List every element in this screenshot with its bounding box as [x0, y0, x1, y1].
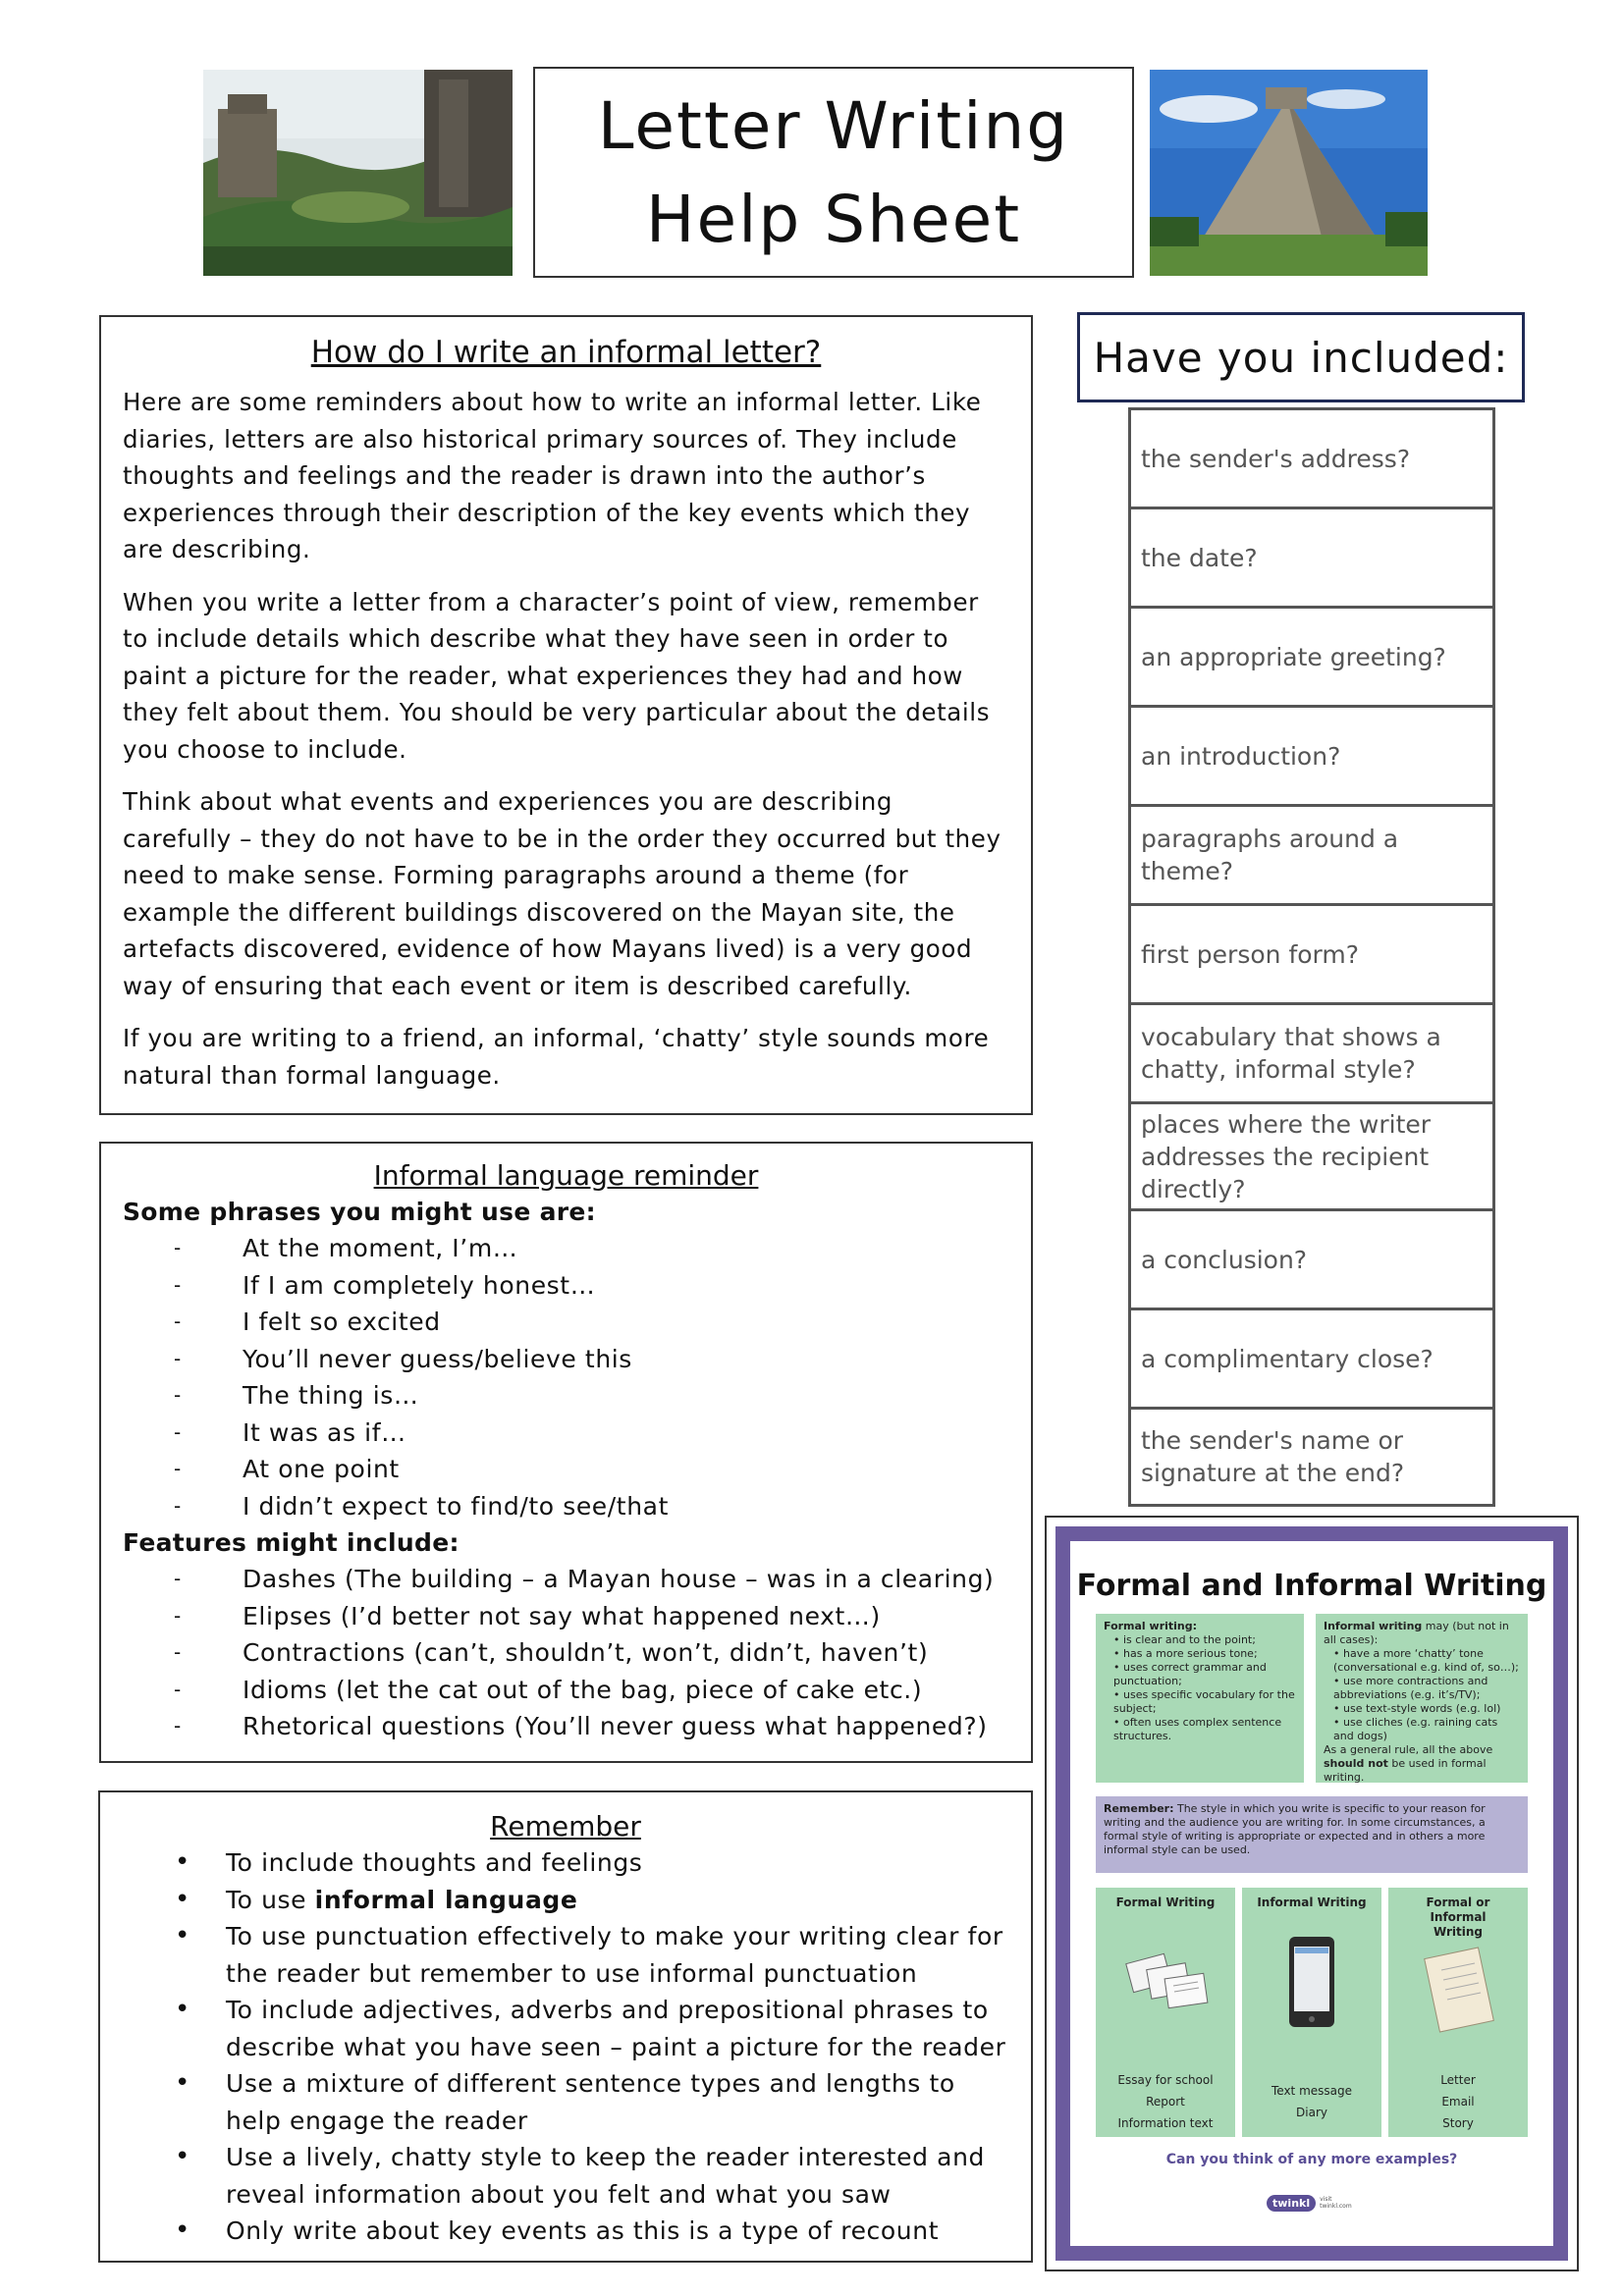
item-bold-text: informal language — [314, 1885, 578, 1914]
column-heading: Informal Writing — [1257, 1896, 1367, 1909]
poster-remember-text: The style in which you write is specific to your reason for writing and the audience you are writing for. In some circumstances, a formal style of writing is appropriate or expected and in others a more informal style can be used. — [1104, 1802, 1486, 1856]
item-text: Use a mixture of different sentence types and lengths to help engage the reader — [226, 2069, 955, 2135]
logo-sub: visit twinkl.com — [1320, 2196, 1352, 2210]
list-item: - You’ll never guess/believe this — [123, 1341, 1009, 1378]
list-item — [108, 2213, 1023, 2250]
informal-letter-paragraph: Here are some reminders about how to write an informal letter. Like diaries, letters are also historical primary sources of. They include thoughts and feelings and the reader is drawn into the author’s experiences through their description of the key events which they are describing. — [123, 388, 982, 563]
column-example: Information text — [1117, 2116, 1214, 2130]
informal-letter-paragraph: When you write a letter from a character’s point of view, remember to include details which describe what they have seen in order to paint a picture for the reader, what experiences they had and how they felt about them. You should be very particular about the details you choose to include. — [123, 587, 991, 764]
language-reminder-title: Informal language reminder — [373, 1159, 759, 1192]
formal-or-informal-examples-panel — [1388, 1888, 1528, 2137]
features-list — [123, 1561, 1009, 1745]
checklist-row: the date? — [1131, 507, 1492, 606]
informal-letter-box — [99, 315, 1033, 1115]
formal-examples-panel — [1096, 1888, 1235, 2137]
formal-point: • uses correct grammar and punctuation; — [1113, 1661, 1267, 1687]
list-item — [108, 2139, 1023, 2213]
item-text: To include adjectives, adverbs and prepositional phrases to describe what you have seen – paint a picture for the reader — [226, 1996, 1006, 2061]
poster-remember-label: Remember: — [1104, 1802, 1174, 1815]
item-text: To include thoughts and feelings — [226, 1848, 643, 1877]
list-item: - If I am completely honest… — [123, 1267, 1009, 1305]
checklist-row: a conclusion? — [1131, 1208, 1492, 1308]
item-text: Use a lively, chatty style to keep the reader interested and reveal information about you felt and what you saw — [226, 2143, 985, 2209]
list-item — [108, 1992, 1023, 2065]
poster-title: Formal and Informal Writing — [1076, 1569, 1547, 1603]
poster — [1070, 1541, 1553, 2246]
informal-letter-paragraph: If you are writing to a friend, an informal, ‘chatty’ style sounds more natural than formal language. — [123, 1024, 990, 1090]
poster-remember-panel — [1096, 1796, 1528, 1873]
informal-point: • use cliches (e.g. raining cats and dogs) — [1333, 1716, 1498, 1742]
checklist-table — [1128, 407, 1495, 1507]
list-item: - At one point — [123, 1451, 1009, 1488]
informal-point: • use text-style words (e.g. lol) — [1333, 1702, 1501, 1715]
title-line-1: Letter Writing — [597, 87, 1070, 164]
column-example: Letter — [1440, 2073, 1476, 2087]
list-item: - I didn’t expect to find/to see/that — [123, 1488, 1009, 1525]
checklist-row: an appropriate greeting? — [1131, 606, 1492, 705]
title-line-2: Help Sheet — [645, 181, 1022, 257]
checklist-row: the sender's name or signature at the end? — [1131, 1407, 1492, 1507]
language-reminder-box — [99, 1142, 1033, 1763]
column-heading: Formal or Informal Writing — [1426, 1896, 1490, 1939]
list-item: - I felt so excited — [123, 1304, 1009, 1341]
informal-examples-panel — [1242, 1888, 1381, 2137]
checklist-row: a complimentary close? — [1131, 1308, 1492, 1407]
column-example: Text message — [1271, 2084, 1352, 2098]
column-heading: Formal Writing — [1115, 1896, 1216, 1909]
poster-question: Can you think of any more examples? — [1165, 2152, 1458, 2167]
formal-heading: Formal writing: — [1104, 1620, 1198, 1632]
checklist-row: an introduction? — [1131, 705, 1492, 804]
title-box — [533, 67, 1134, 278]
phrases-list — [123, 1230, 1009, 1524]
documents-icon — [1119, 1947, 1212, 2015]
phrases-heading: Some phrases you might use are: — [123, 1198, 596, 1226]
list-item — [108, 1844, 1023, 1882]
mobile-phone-icon — [1287, 1935, 1336, 2029]
item-text: To use punctuation effectively to make your writing clear for the reader but remember to use informal punctuation — [226, 1922, 1003, 1988]
formal-point: • uses specific vocabulary for the subject; — [1113, 1688, 1295, 1715]
list-item: - Dashes (The building – a Mayan house – was in a clearing) — [123, 1561, 1009, 1598]
list-item: - Rhetorical questions (You’ll never guess what happened?) — [123, 1708, 1009, 1745]
remember-title: Remember — [490, 1810, 641, 1842]
checklist-row: the sender's address? — [1131, 407, 1492, 507]
column-example: Report — [1146, 2095, 1185, 2109]
list-item — [108, 1882, 1023, 1919]
features-heading: Features might include: — [123, 1528, 460, 1557]
remember-list — [108, 1844, 1023, 2250]
checklist-heading: Have you included: — [1077, 312, 1525, 402]
column-example: Email — [1441, 2095, 1475, 2109]
informal-intro: may (but not in all cases): — [1324, 1620, 1509, 1646]
formal-writing-panel — [1096, 1614, 1304, 1783]
checklist-row: places where the writer addresses the recipient directly? — [1131, 1101, 1492, 1208]
informal-writing-panel — [1316, 1614, 1528, 1783]
checklist-row: first person form? — [1131, 903, 1492, 1002]
list-item: - It was as if… — [123, 1415, 1009, 1452]
informal-point: • use more contractions and abbreviations (e.g. it’s/TV); — [1333, 1675, 1488, 1701]
informal-letter-paragraph: Think about what events and experiences you are describing carefully – they do not have to be in the order they occurred but they need to make sense. Forming paragraphs around a theme (for example the different buildings discovered on the Mayan site, the artefacts discovered, evidence of how Mayans lived) is a very good way of ensuring that each event or item is described carefully. — [123, 787, 1001, 1000]
list-item: - The thing is… — [123, 1377, 1009, 1415]
item-text: Only write about key events as this is a type of recount — [226, 2216, 940, 2245]
column-example: Story — [1442, 2116, 1474, 2130]
formal-point: • has a more serious tone; — [1113, 1647, 1258, 1660]
list-item — [108, 1918, 1023, 1992]
informal-letter-title: How do I write an informal letter? — [310, 335, 822, 370]
checklist-row: vocabulary that shows a chatty, informal style? — [1131, 1002, 1492, 1101]
checklist-row: paragraphs around a theme? — [1131, 804, 1492, 903]
informal-note: As a general rule, all the above — [1324, 1743, 1493, 1756]
informal-note-end: be used in formal writing. — [1324, 1757, 1487, 1784]
letter-icon — [1418, 1947, 1498, 2035]
list-item: - Idioms (let the cat out of the bag, piece of cake etc.) — [123, 1672, 1009, 1709]
formal-point: • often uses complex sentence structures. — [1113, 1716, 1282, 1742]
logo-text: twinkl — [1267, 2195, 1316, 2212]
informal-point: • have a more ‘chatty’ tone (conversational e.g. kind of, so…); — [1333, 1647, 1519, 1674]
informal-heading: Informal writing — [1324, 1620, 1423, 1632]
column-example: Essay for school — [1117, 2073, 1214, 2087]
remember-box — [98, 1790, 1033, 2263]
list-item — [108, 2065, 1023, 2139]
pyramid-photo — [1150, 70, 1428, 276]
column-example: Diary — [1296, 2106, 1327, 2119]
list-item: - Elipses (I’d better not say what happened next…) — [123, 1598, 1009, 1635]
informal-note-bold: should not — [1324, 1757, 1388, 1770]
list-item: - At the moment, I’m… — [123, 1230, 1009, 1267]
list-item: - Contractions (can’t, shouldn’t, won’t, didn’t, haven’t) — [123, 1634, 1009, 1672]
ruins-photo — [203, 70, 513, 276]
formal-point: • is clear and to the point; — [1113, 1633, 1256, 1646]
twinkl-logo — [1267, 2191, 1357, 2215]
item-text: To use — [226, 1885, 315, 1914]
